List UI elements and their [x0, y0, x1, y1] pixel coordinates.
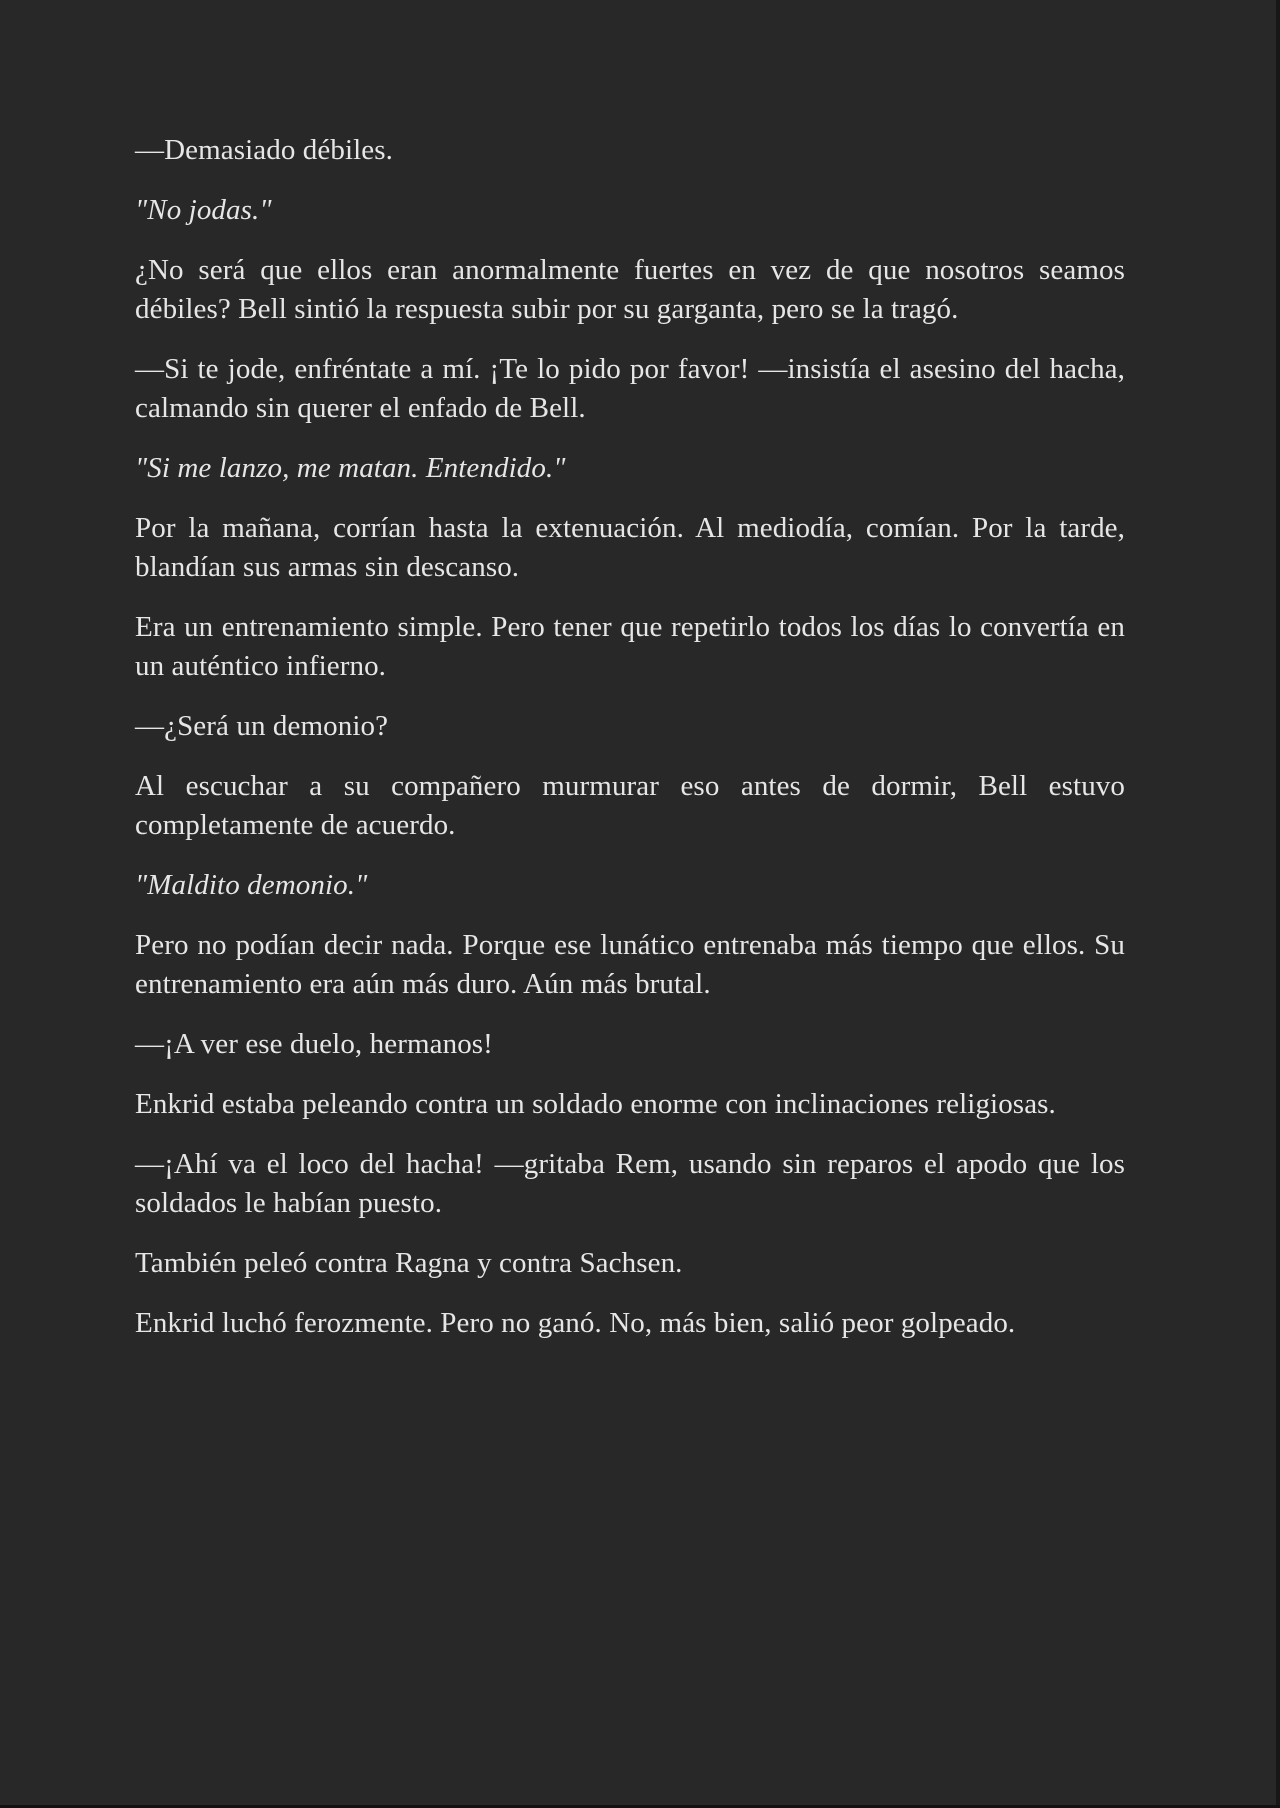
paragraph: Enkrid estaba peleando contra un soldado enorme con inclinaciones religiosas.	[135, 1088, 1056, 1120]
paragraph: También peleó contra Ragna y contra Sachsen.	[135, 1247, 683, 1279]
paragraph: —¡A ver ese duelo, hermanos!	[135, 1028, 493, 1060]
paragraph: Era un entrenamiento simple. Pero tener que repetirlo todos los días lo convertía en un auténtico infierno.	[135, 611, 1125, 682]
paragraph: Enkrid luchó ferozmente. Pero no ganó. No, más bien, salió peor golpeado.	[135, 1307, 1016, 1339]
paragraph-inner-monologue: "No jodas."	[135, 194, 272, 226]
paragraph-inner-monologue: "Maldito demonio."	[135, 869, 368, 901]
scrollbar-gutter	[1276, 0, 1280, 1808]
paragraph: —¡Ahí va el loco del hacha! —gritaba Rem, usando sin reparos el apodo que los soldados le habían puesto.	[135, 1148, 1125, 1219]
book-page-text	[135, 131, 1125, 1364]
paragraph: —Si te jode, enfréntate a mí. ¡Te lo pido por favor! —insistía el asesino del hacha, calmando sin querer el enfado de Bell.	[135, 353, 1125, 424]
paragraph: Pero no podían decir nada. Porque ese lunático entrenaba más tiempo que ellos. Su entrenamiento era aún más duro. Aún más brutal.	[135, 929, 1125, 1000]
paragraph: ¿No será que ellos eran anormalmente fuertes en vez de que nosotros seamos débiles? Bell sintió la respuesta subir por su garganta, pero se la tragó.	[135, 254, 1125, 325]
paragraph: Por la mañana, corrían hasta la extenuación. Al mediodía, comían. Por la tarde, blandían sus armas sin descanso.	[135, 512, 1125, 583]
paragraph: Al escuchar a su compañero murmurar eso antes de dormir, Bell estuvo completamente de acuerdo.	[135, 770, 1125, 841]
paragraph: —Demasiado débiles.	[135, 134, 394, 166]
paragraph-inner-monologue: "Si me lanzo, me matan. Entendido."	[135, 452, 566, 484]
paragraph: —¿Será un demonio?	[135, 710, 389, 742]
